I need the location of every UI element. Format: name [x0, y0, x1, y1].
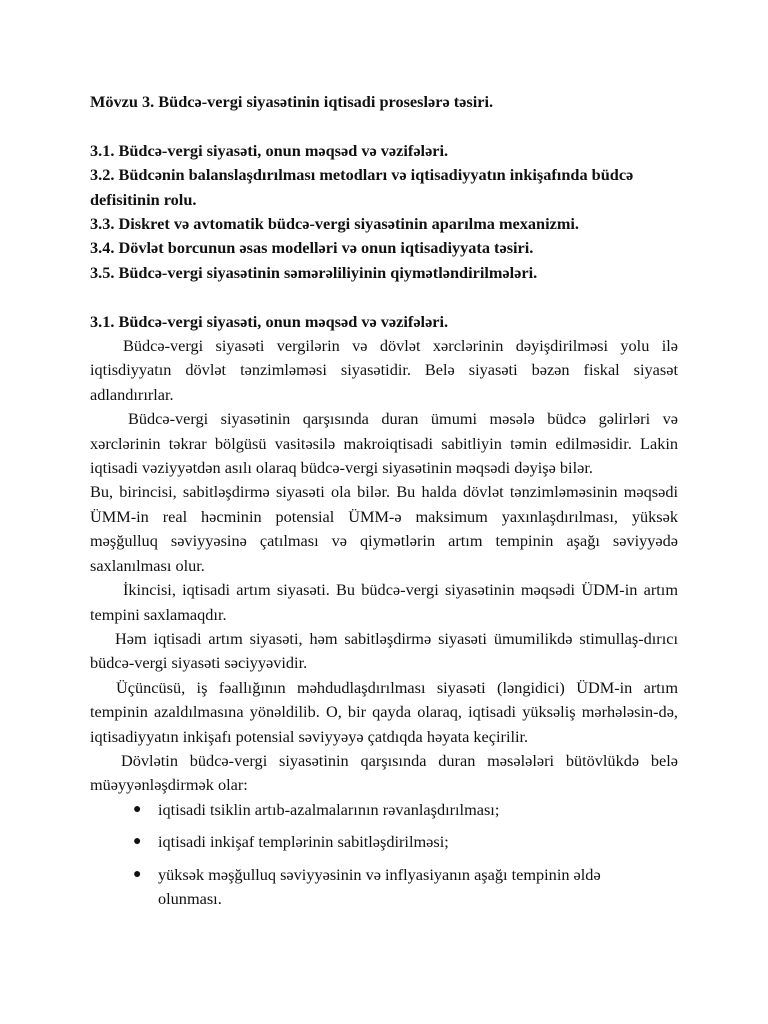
paragraph-7: Dövlətin büdcə-vergi siyasətinin qarşısında duran məsələləri bütövlükdə belə müəyyənləşdirmək olar:: [90, 750, 678, 795]
toc-item-2: 3.2. Büdcənin balanslaşdırılması metodları və iqtisadiyyatın inkişafında büdcə defisitinin rolu.: [90, 165, 634, 209]
bullet-icon: ●: [133, 801, 142, 817]
paragraph-5: Həm iqtisadi artım siyasəti, həm sabitləşdirmə siyasəti ümumilikdə stimullaş-dırıcı büdcə-vergi siyasəti səciyyəvidir.: [90, 628, 678, 673]
list-item-text: yüksək məşğulluq səviyyəsinin və inflyasiyanın aşağı tempinin əldə olunması.: [158, 864, 601, 908]
spacer: [90, 114, 678, 138]
toc-item-5: 3.5. Büdcə-vergi siyasətinin səmərəliliyinin qiymətləndirilmələri.: [90, 262, 538, 282]
list-item-text: iqtisadi inkişaf templərinin sabitləşdirilməsi;: [158, 832, 449, 852]
toc-item-4: 3.4. Dövlət borcunun əsas modelləri və onun iqtisadiyyata təsiri.: [90, 238, 534, 258]
list-item-text: iqtisadi tsiklin artıb-azalmalarının rəvanlaşdırılması;: [158, 799, 500, 819]
toc-item-1: 3.1. Büdcə-vergi siyasəti, onun məqsəd və vəzifələri.: [90, 140, 449, 160]
paragraph-4: İkincisi, iqtisadi artım siyasəti. Bu büdcə-vergi siyasətinin məqsədi ÜDM-in artım tempini saxlamaqdır.: [90, 580, 678, 624]
list-item: [133, 798, 678, 822]
document-title: Mövzu 3. Büdcə-vergi siyasətinin iqtisadi proseslərə təsiri.: [90, 92, 494, 111]
bullet-icon: ●: [133, 866, 142, 882]
list-item: [133, 863, 678, 912]
paragraph-1: Büdcə-vergi siyasəti vergilərin və dövlət xərclərinin dəyişdirilməsi yolu ilə iqtisdiyyatın dövlət tənzimləməsi siyasətidir. Belə siyasəti bəzən fiskal siyasət adlandırırlar.: [90, 336, 678, 404]
toc-item-3: 3.3. Diskret və avtomatik büdcə-vergi siyasətinin aparılma mexanizmi.: [90, 214, 580, 234]
bullet-icon: ●: [133, 834, 142, 850]
bullet-list: [90, 798, 678, 912]
section-heading: 3.1. Büdcə-vergi siyasəti, onun məqsəd və vəzifələri.: [90, 311, 449, 331]
document-page: [90, 90, 678, 919]
paragraph-3: Bu, birincisi, sabitləşdirmə siyasəti ola bilər. Bu halda dövlət tənzimləməsinin məqsədi ÜMM-in real həcminin potensial ÜMM-ə maksimum yaxınlaşdırılması, yüksək məşğulluq səviyyəsinə çatılması və qiymətlərin artım tempinin aşağı səviyyədə saxlanılması olur.: [90, 482, 678, 575]
list-item: [133, 830, 678, 854]
spacer: [90, 285, 678, 309]
paragraph-6: Üçüncüsü, iş fəallığının məhdudlaşdırılması siyasəti (ləngidici) ÜDM-in artım tempinin azaldılmasına yönəldilib. O, bir qayda olaraq, iqtisadi yüksəliş mərhələsin-də, iqtisadiyyatın inkişafı potensial səviyyəyə çatdıqda həyata keçirilir.: [90, 677, 678, 746]
paragraph-2: Büdcə-vergi siyasətinin qarşısında duran ümumi məsələ büdcə gəlirləri və xərclərinin təkrar bölgüsü vasitəsilə makroiqtisadi sabitliyin təmin edilməsidir. Lakin iqtisadi vəziyyətdən asılı olaraq büdcə-vergi siyasətinin məqsədi dəyişə bilər.: [90, 409, 678, 478]
